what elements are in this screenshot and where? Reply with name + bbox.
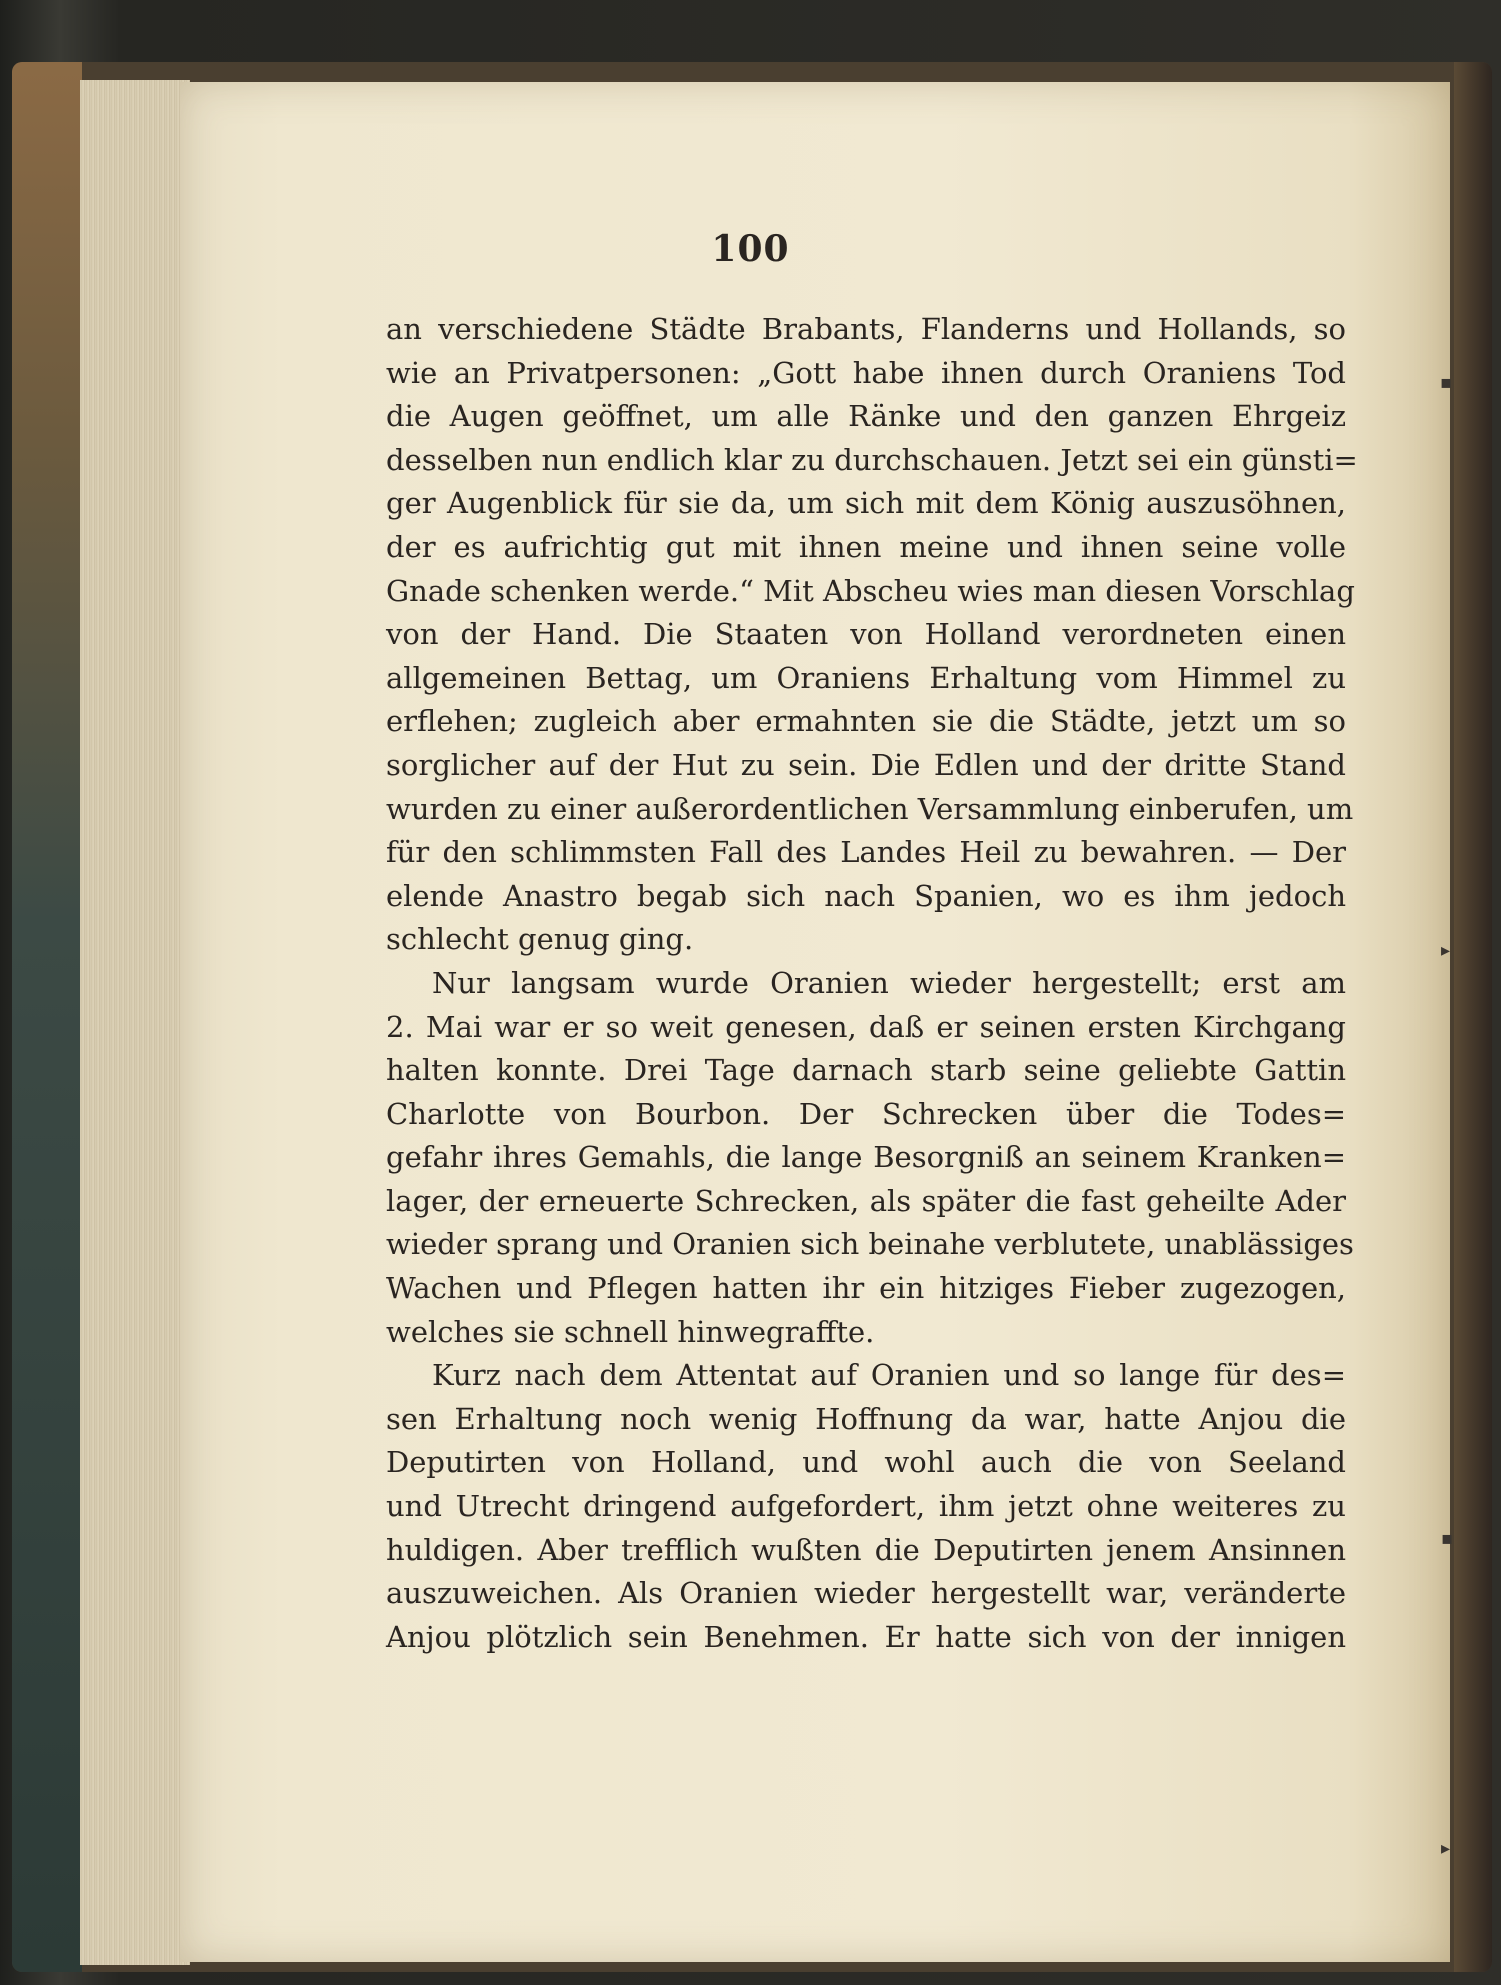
text-line: der es aufrichtig gut mit ihnen meine und ihnen seine volle bbox=[386, 529, 1346, 564]
margin-arrow-mark: ▸ bbox=[1441, 1838, 1451, 1859]
text-line: halten konnte. Drei Tage darnach starb seine geliebte Gattin bbox=[386, 1053, 1346, 1088]
text-line: an verschiedene Städte Brabants, Flanderns und Hollands, so bbox=[386, 312, 1346, 346]
text-line: wurden zu einer außerordentlichen Versammlung einberufen, um bbox=[386, 791, 1354, 826]
text-line: sorglicher auf der Hut zu sein. Die Edlen und der dritte Stand bbox=[386, 747, 1346, 782]
text-line: 2. Mai war er so weit genesen, daß er seinen ersten Kirchgang bbox=[386, 1009, 1346, 1044]
text-line: lager, der erneuerte Schrecken, als später die fast geheilte Ader bbox=[386, 1183, 1346, 1218]
text-line: Nur langsam wurde Oranien wieder hergestellt; erst am bbox=[432, 965, 1346, 1000]
text-line: wie an Privatpersonen: „Gott habe ihnen durch Oraniens Tod bbox=[386, 355, 1346, 390]
text-line: welches sie schnell hinwegraffte. bbox=[386, 1314, 875, 1349]
text-line: Gnade schenken werde.“ Mit Abscheu wies man diesen Vorschlag bbox=[386, 573, 1355, 608]
margin-dot-mark: ▪ bbox=[1440, 372, 1453, 393]
text-line: Wachen und Pflegen hatten ihr ein hitziges Fieber zugezogen, bbox=[386, 1271, 1346, 1306]
text-line: ger Augenblick für sie da, um sich mit dem König auszusöhnen, bbox=[386, 486, 1346, 521]
text-line: Deputirten von Holland, und wohl auch die von Seeland bbox=[386, 1445, 1346, 1480]
text-line: auszuweichen. Als Oranien wieder hergestellt war, veränderte bbox=[386, 1576, 1346, 1611]
text-line: die Augen geöffnet, um alle Ränke und den ganzen Ehrgeiz bbox=[386, 399, 1346, 434]
margin-arrow-mark: ▸ bbox=[1441, 940, 1451, 961]
margin-dot-mark: ▪ bbox=[1441, 1528, 1454, 1549]
text-line: Charlotte von Bourbon. Der Schrecken über die Todes= bbox=[386, 1096, 1346, 1131]
text-line: von der Hand. Die Staaten von Holland verordneten einen bbox=[386, 617, 1346, 652]
page-edges bbox=[80, 80, 190, 1965]
text-line: und Utrecht dringend aufgefordert, ihm jetzt ohne weiteres zu bbox=[386, 1489, 1346, 1524]
text-line: sen Erhaltung noch wenig Hoffnung da war, hatte Anjou die bbox=[386, 1401, 1346, 1436]
text-line: wieder sprang und Oranien sich beinahe verblutete, unablässiges bbox=[386, 1227, 1354, 1262]
text-line: gefahr ihres Gemahls, die lange Besorgniß an seinem Kranken= bbox=[386, 1140, 1346, 1175]
text-line: huldigen. Aber trefflich wußten die Deputirten jenem Ansinnen bbox=[386, 1532, 1346, 1567]
text-line: schlecht genug ging. bbox=[386, 922, 694, 957]
page-number: 100 bbox=[711, 228, 790, 270]
text-line: erflehen; zugleich aber ermahnten sie die Städte, jetzt um so bbox=[386, 704, 1346, 739]
body-text bbox=[386, 308, 1358, 1659]
cover-edge bbox=[1454, 62, 1492, 1972]
text-line: für den schlimmsten Fall des Landes Heil zu bewahren. — Der bbox=[386, 835, 1346, 870]
text-line: desselben nun endlich klar zu durchschauen. Jetzt sei ein günsti= bbox=[386, 442, 1358, 477]
book-spine bbox=[12, 62, 82, 1972]
text-line: Kurz nach dem Attentat auf Oranien und so lange für des= bbox=[432, 1358, 1346, 1393]
text-line: allgemeinen Bettag, um Oraniens Erhaltung vom Himmel zu bbox=[386, 660, 1346, 695]
text-line: Anjou plötzlich sein Benehmen. Er hatte sich von der innigen bbox=[386, 1619, 1346, 1654]
text-line: elende Anastro begab sich nach Spanien, wo es ihm jedoch bbox=[386, 878, 1346, 913]
